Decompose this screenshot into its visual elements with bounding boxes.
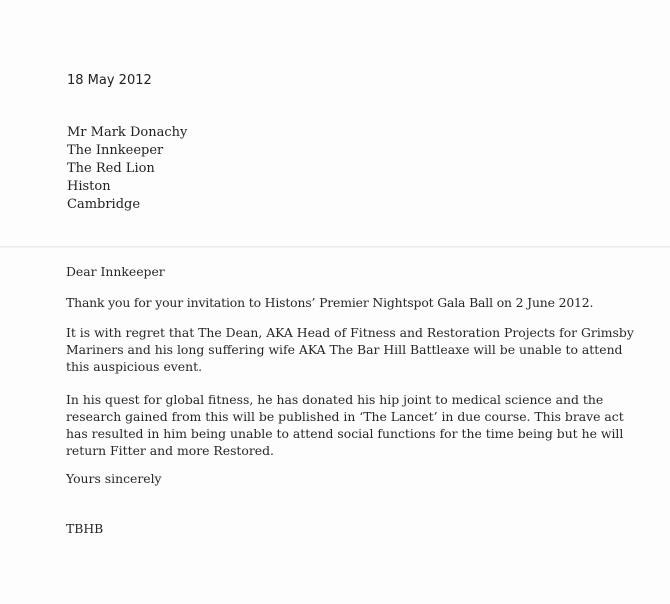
- paper-fold-line: [0, 246, 670, 248]
- signature: TBHB: [66, 521, 104, 536]
- paragraph-invitation: Thank you for your invitation to Histons’ Premier Nightspot Gala Ball on 2 June 2012.: [66, 295, 594, 310]
- recipient-venue: The Red Lion: [67, 161, 155, 176]
- recipient-town: Histon: [67, 179, 111, 194]
- recipient-address: [67, 124, 187, 214]
- paragraph-regret: It is with regret that The Dean, AKA Head of Fitness and Restoration Projects for Grimsby Mariners and his long suffering wife AKA The Bar Hill Battleaxe will be unable to attend this auspicious event.: [66, 325, 634, 374]
- recipient-city: Cambridge: [67, 197, 141, 212]
- closing: Yours sincerely: [66, 471, 162, 486]
- salutation: Dear Innkeeper: [66, 264, 165, 279]
- paragraph-explanation: In his quest for global fitness, he has donated his hip joint to medical science and the research gained from this will be published in ‘The Lancet’ in due course. This brave act has resulted in him being unable to attend social functions for the time being but he will return Fitter and more Restored.: [66, 392, 624, 458]
- recipient-name: Mr Mark Donachy: [67, 125, 188, 140]
- letter-date: 18 May 2012: [67, 73, 152, 88]
- recipient-title: The Innkeeper: [67, 143, 164, 158]
